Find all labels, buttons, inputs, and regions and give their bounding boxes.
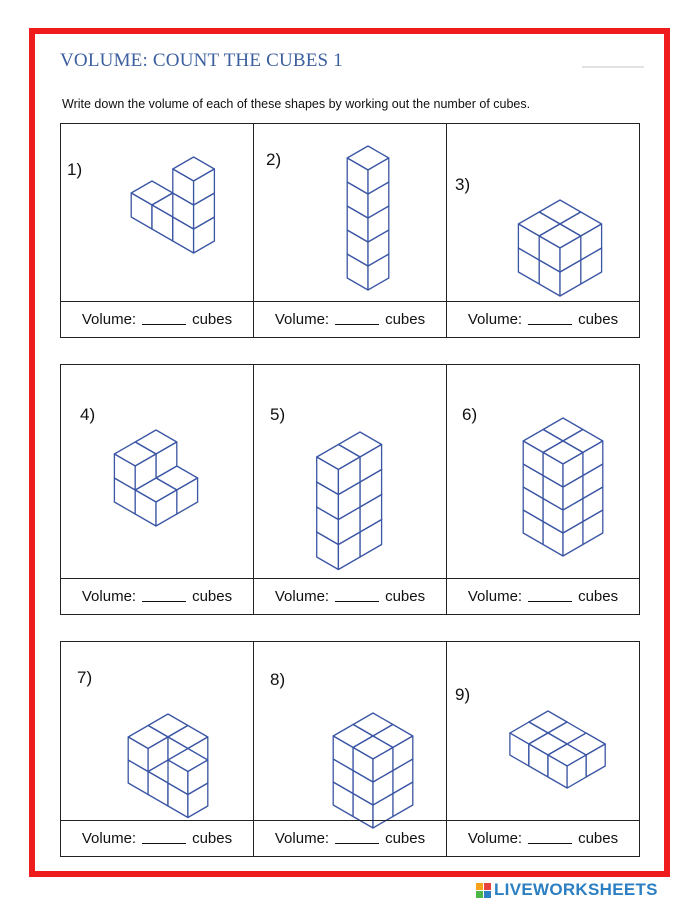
cubes-label: cubes — [385, 588, 426, 605]
volume-answer-blank[interactable] — [528, 842, 572, 844]
volume-label: Volume: — [274, 588, 330, 605]
problem-number: 7) — [77, 668, 93, 687]
volume-label: Volume: — [274, 311, 330, 328]
volume-label: Volume: — [274, 830, 330, 847]
volume-label: Volume: — [81, 588, 137, 605]
answer-row — [446, 820, 640, 857]
liveworksheets-logo-icon — [476, 883, 491, 898]
volume-label: Volume: — [467, 311, 523, 328]
cubes-label: cubes — [192, 588, 233, 605]
cubes-label: cubes — [192, 311, 233, 328]
problem-number: 1) — [67, 160, 83, 179]
problem-number: 9) — [455, 685, 471, 704]
volume-label: Volume: — [81, 830, 137, 847]
problem-number: 4) — [80, 405, 96, 424]
cubes-label: cubes — [578, 311, 619, 328]
worksheet-instruction: Write down the volume of each of these shapes by working out the number of cubes. — [62, 97, 531, 111]
problem-number: 2) — [266, 150, 282, 169]
problem-number: 6) — [462, 405, 478, 424]
volume-label: Volume: — [467, 830, 523, 847]
cubes-label: cubes — [385, 311, 426, 328]
volume-label: Volume: — [467, 588, 523, 605]
problem-number: 5) — [270, 405, 286, 424]
cubes-label: cubes — [192, 830, 233, 847]
cubes-label: cubes — [578, 830, 619, 847]
cubes-label: cubes — [578, 588, 619, 605]
worksheet-title: VOLUME: COUNT THE CUBES 1 — [60, 50, 343, 71]
footer-brand: LIVEWORKSHEETS — [494, 880, 658, 899]
liveworksheets-footer — [476, 880, 658, 900]
volume-label: Volume: — [81, 311, 137, 328]
problem-number: 8) — [270, 670, 286, 689]
problem-number: 3) — [455, 175, 471, 194]
cubes-label: cubes — [385, 830, 426, 847]
